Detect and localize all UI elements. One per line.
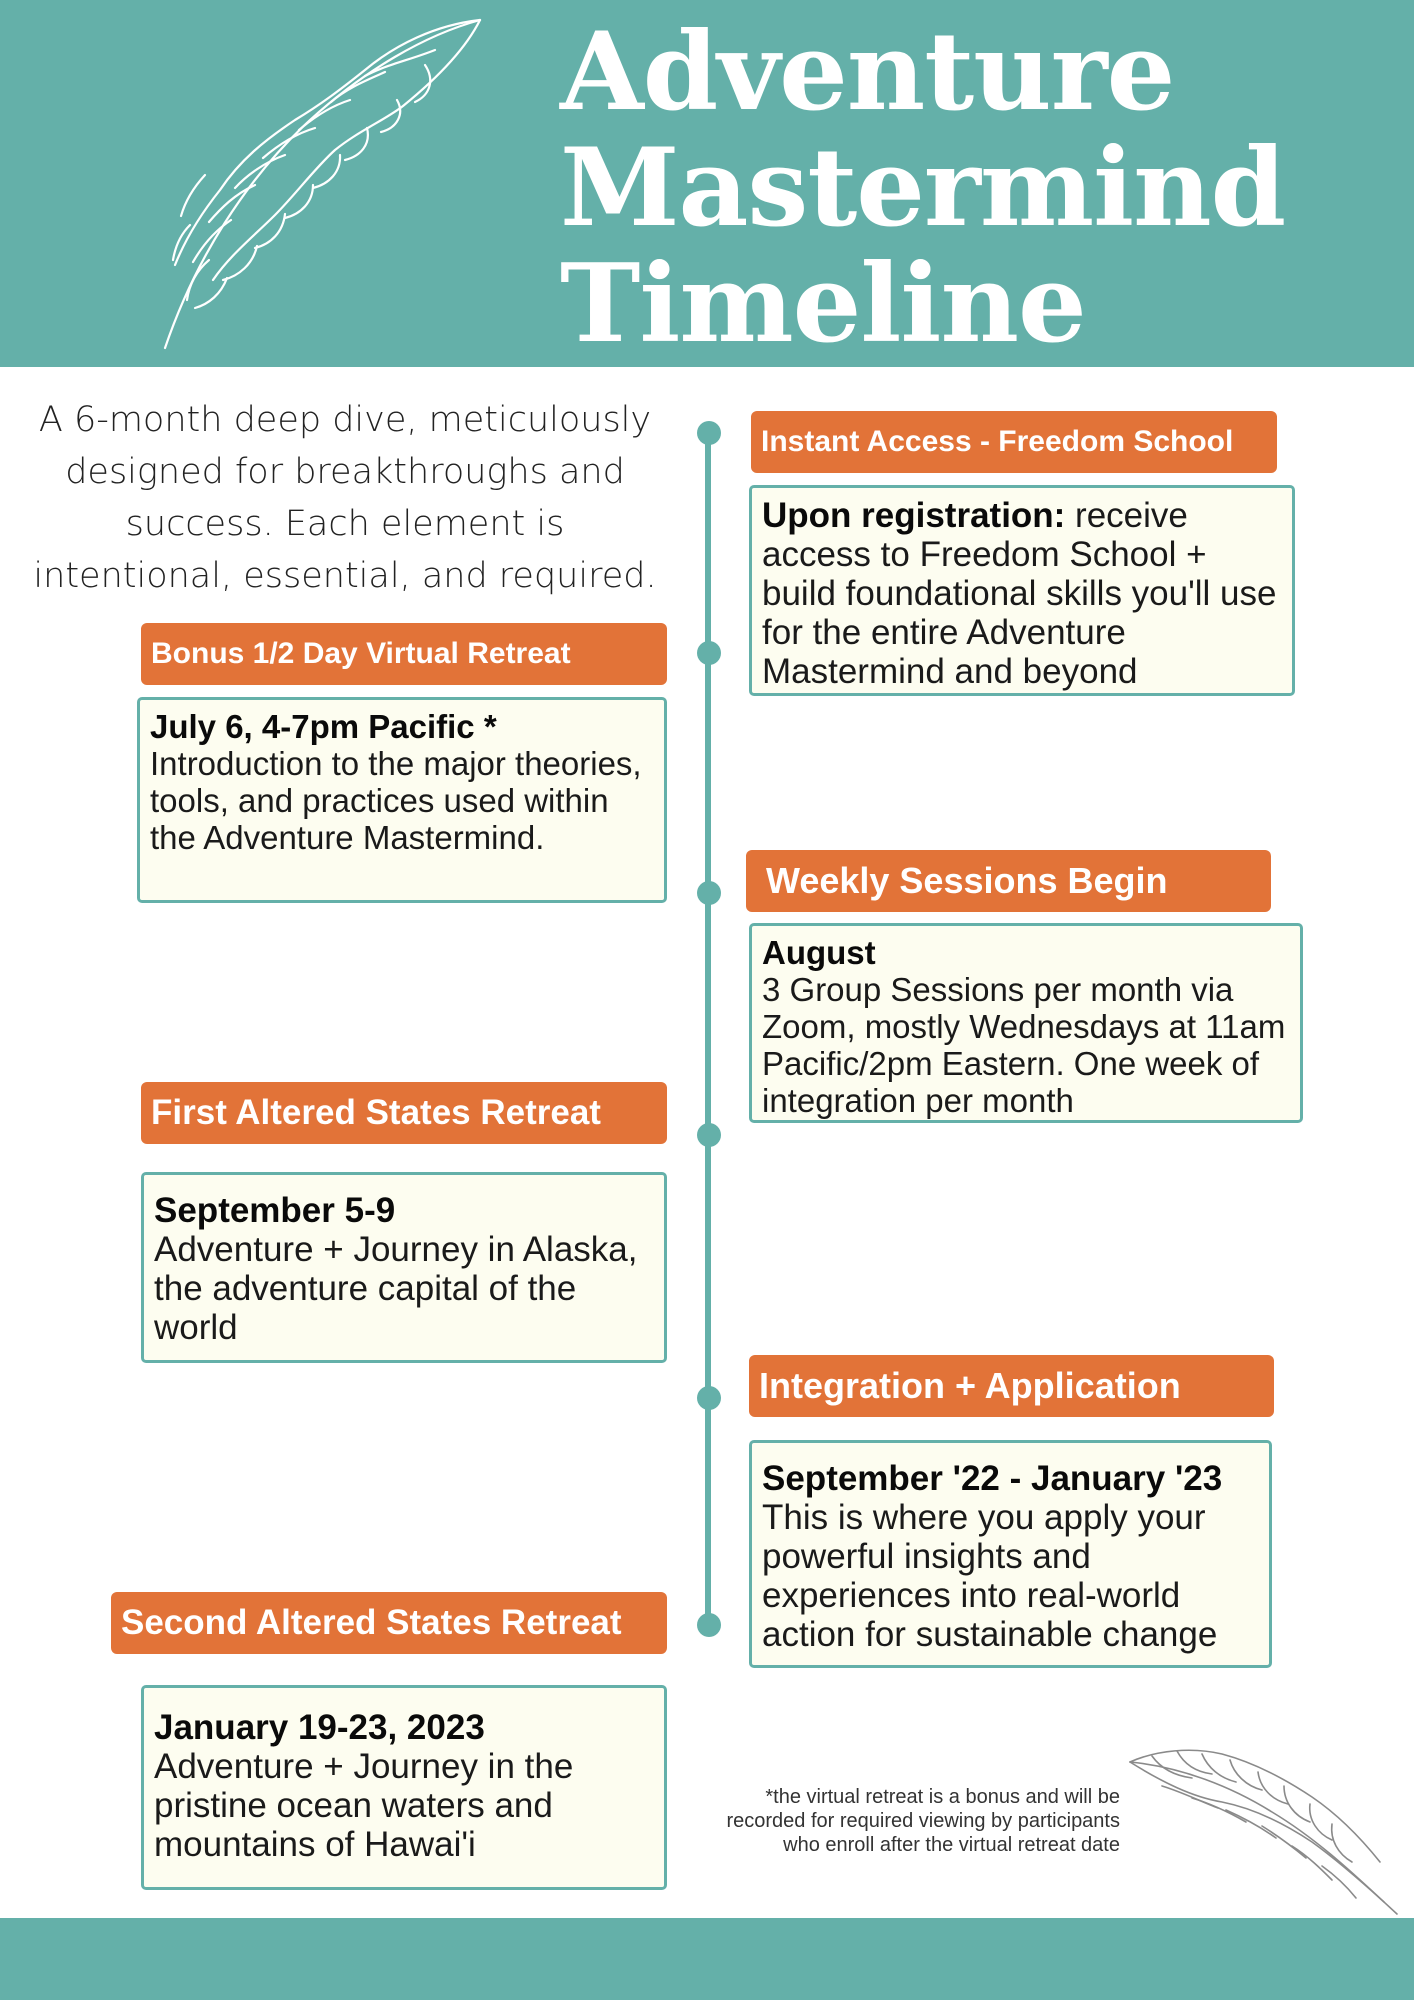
timeline-dot xyxy=(697,421,721,445)
milestone-card-first-retreat xyxy=(141,1172,667,1363)
milestone-card-bonus-retreat xyxy=(137,697,667,903)
feather-icon xyxy=(1122,1742,1402,1918)
title-line-2: Mastermind xyxy=(560,125,1286,251)
milestone-label-first-retreat: First Altered States Retreat xyxy=(141,1082,667,1144)
milestone-body: This is where you apply your powerful insights and experiences into real-world action for sustainable change xyxy=(762,1498,1218,1654)
timeline-dot xyxy=(697,641,721,665)
milestone-card-second-retreat xyxy=(141,1685,667,1890)
timeline-line xyxy=(705,432,711,1624)
milestone-heading: Upon registration: xyxy=(762,496,1066,535)
intro-text: A 6-month deep dive, meticulously designed for breakthroughs and success. Each element is intentional, essential, and required. xyxy=(33,400,657,596)
milestone-card-integration xyxy=(749,1440,1272,1668)
footer-banner xyxy=(0,1918,1414,2000)
milestone-card-weekly-sessions xyxy=(749,923,1303,1123)
page-title xyxy=(560,9,1286,367)
milestone-body: Adventure + Journey in Alaska, the adventure capital of the world xyxy=(154,1230,638,1347)
milestone-body: 3 Group Sessions per month via Zoom, mostly Wednesdays at 11am Pacific/2pm Eastern. One week of integration per month xyxy=(762,971,1286,1119)
milestone-heading: September '22 - January '23 xyxy=(762,1459,1223,1498)
title-line-3: Timeline xyxy=(560,241,1086,367)
milestone-label-integration: Integration + Application xyxy=(749,1355,1274,1417)
milestone-body: receive access to Freedom School + build foundational skills you'll use for the entire Adventure Mastermind and beyond xyxy=(762,496,1277,691)
timeline-dot xyxy=(697,881,721,905)
milestone-heading: September 5-9 xyxy=(154,1191,396,1230)
milestone-label-weekly-sessions: Weekly Sessions Begin xyxy=(746,850,1271,912)
header-banner xyxy=(0,0,1414,367)
milestone-body: Adventure + Journey in the pristine ocean waters and mountains of Hawai'i xyxy=(154,1747,574,1864)
footnote: *the virtual retreat is a bonus and will be recorded for required viewing by participants who enroll after the virtual retreat date xyxy=(726,1786,1120,1856)
milestone-heading: August xyxy=(762,934,876,971)
milestone-label-second-retreat: Second Altered States Retreat xyxy=(111,1592,667,1654)
milestone-heading: July 6, 4-7pm Pacific * xyxy=(150,708,497,745)
milestone-heading: January 19-23, 2023 xyxy=(154,1708,485,1747)
milestone-label-instant-access: Instant Access - Freedom School xyxy=(751,411,1277,473)
timeline-dot xyxy=(697,1386,721,1410)
milestone-card-instant-access xyxy=(749,485,1295,696)
title-line-1: Adventure xyxy=(560,9,1175,135)
milestone-label-bonus-retreat: Bonus 1/2 Day Virtual Retreat xyxy=(141,623,667,685)
timeline-dot xyxy=(697,1613,721,1637)
timeline-dot xyxy=(697,1123,721,1147)
milestone-body: Introduction to the major theories, tools, and practices used within the Adventure Mastermind. xyxy=(150,745,642,856)
feather-icon xyxy=(135,10,490,355)
